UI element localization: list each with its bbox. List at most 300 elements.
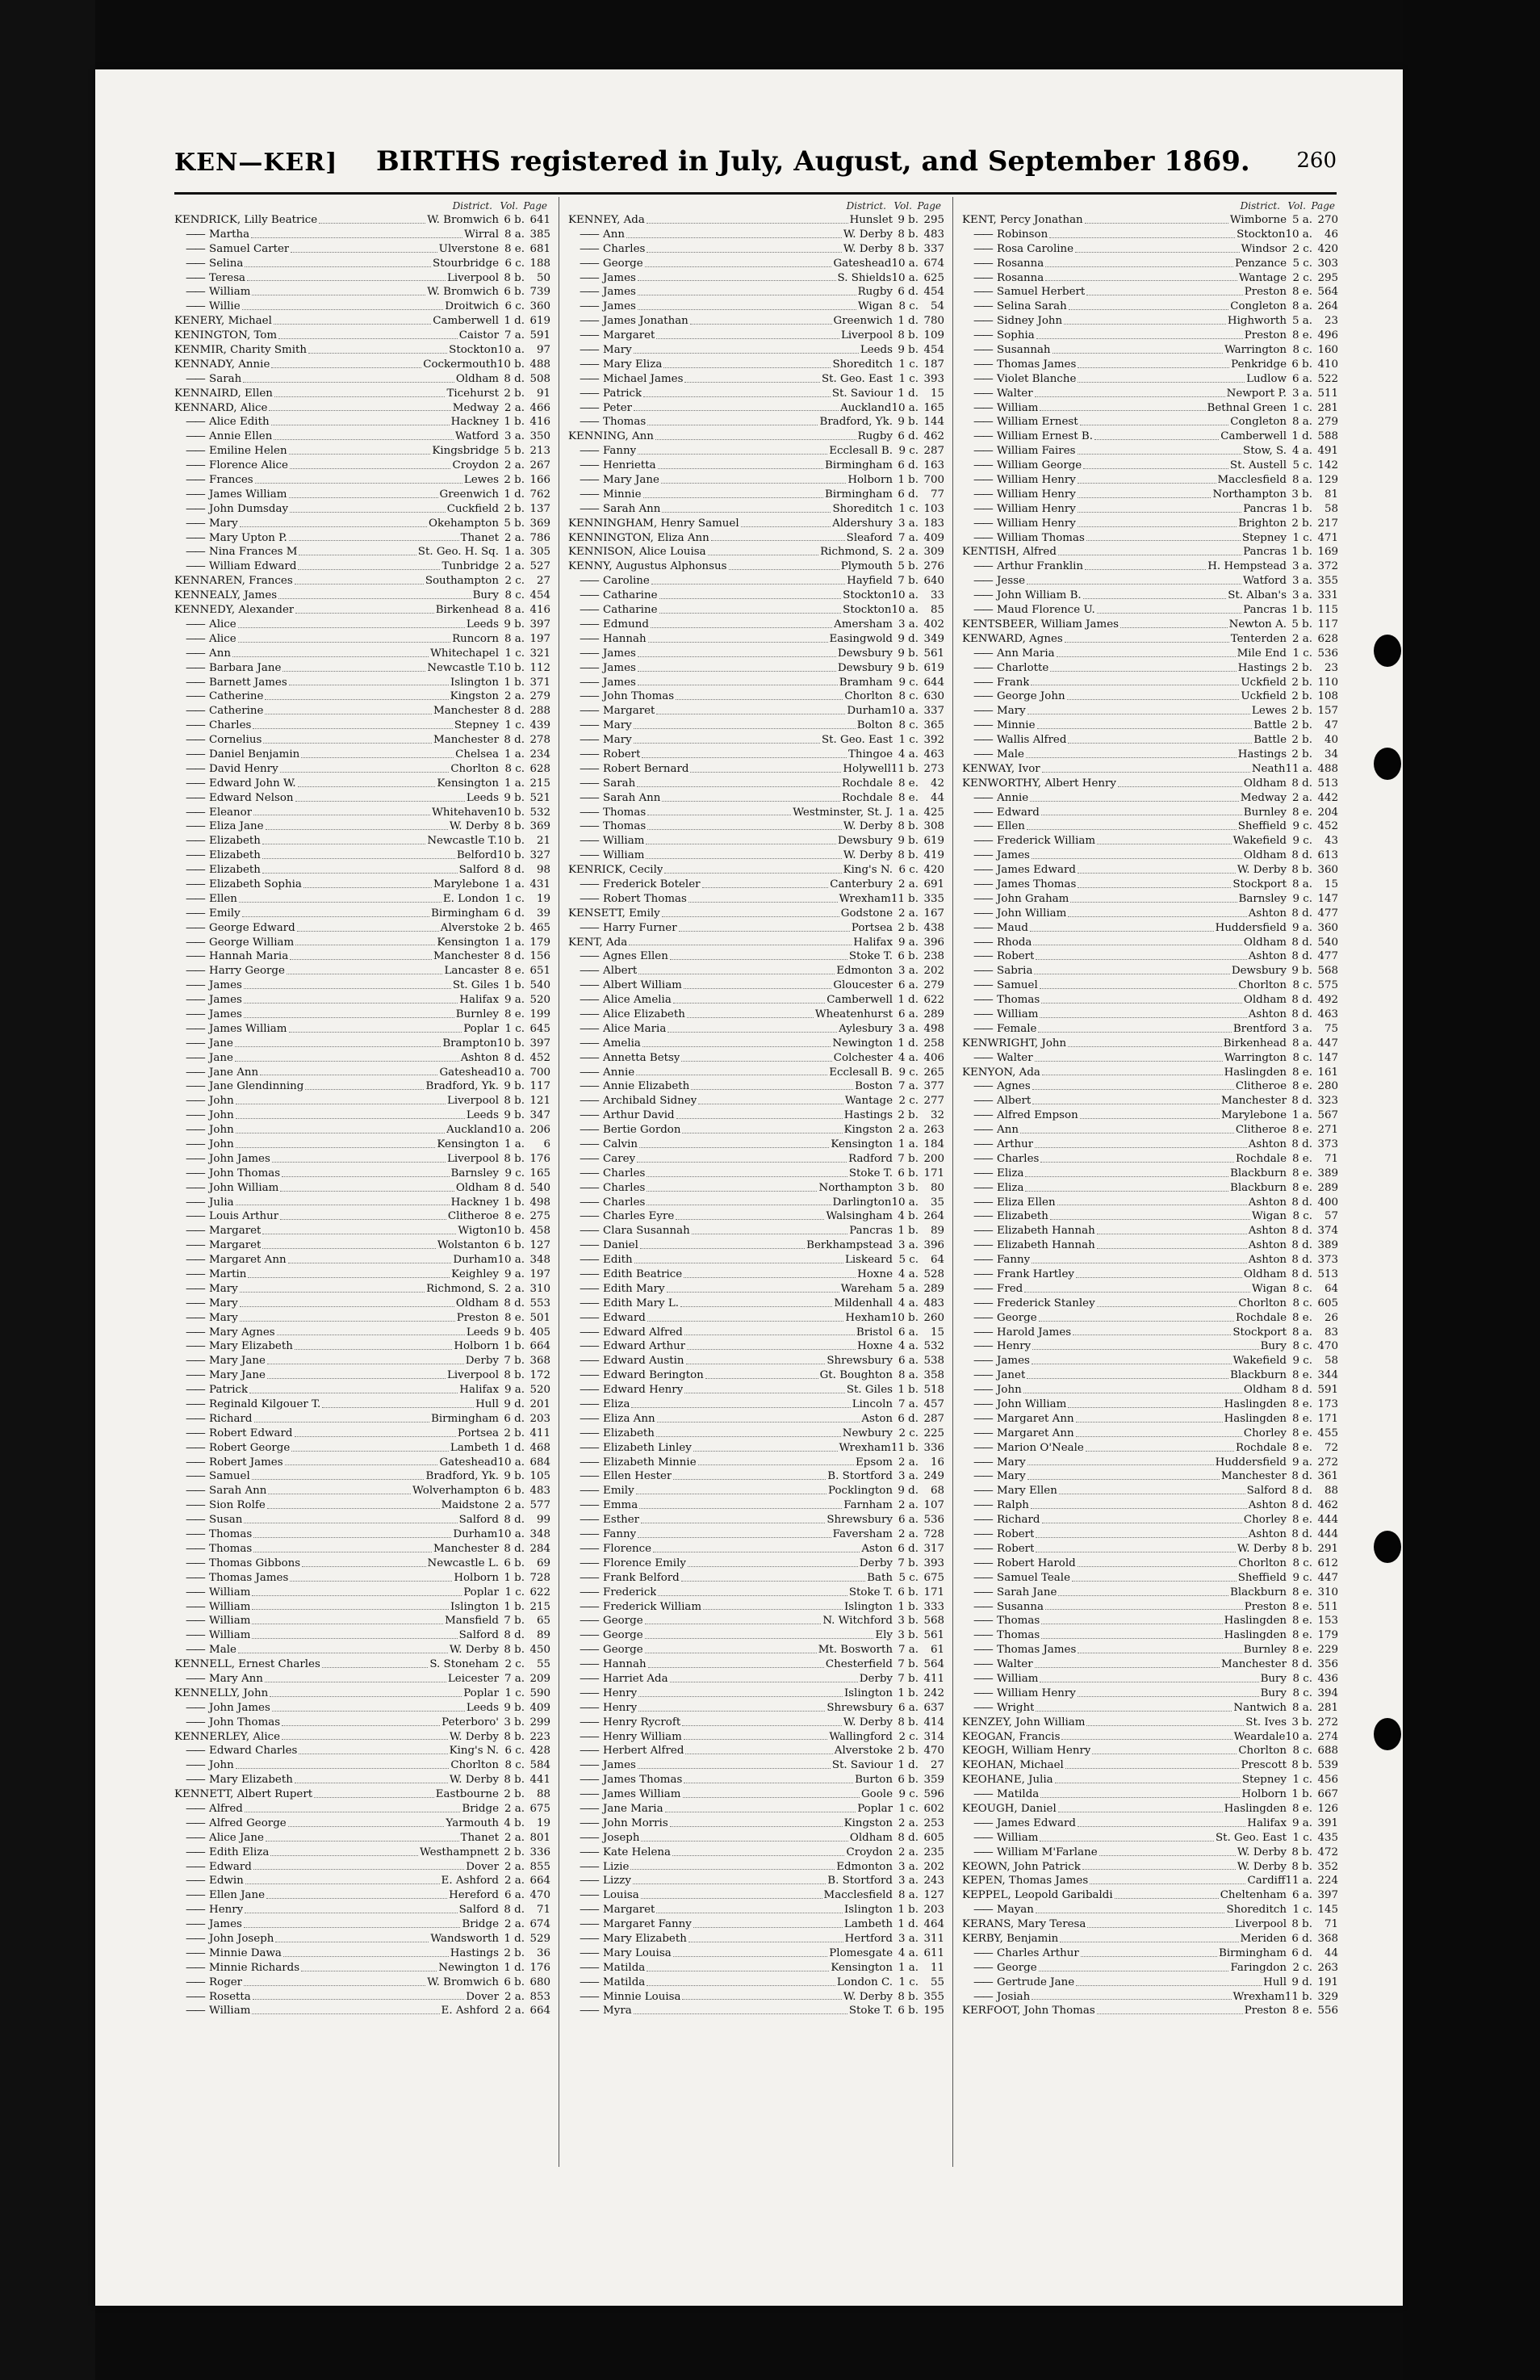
leader-dots	[698, 1456, 854, 1466]
leader-dots	[1060, 1932, 1238, 1942]
entry-name: —— Wallis Alfred	[962, 733, 1066, 748]
leader-dots	[275, 1932, 429, 1942]
entry-volume: 1 c.	[898, 734, 919, 747]
entry-district: Birmingham	[430, 907, 499, 920]
entry-page: 19	[536, 892, 550, 905]
entry-page: 373	[1317, 1254, 1338, 1267]
entry-page: 498	[923, 1022, 944, 1035]
register-entry	[962, 1527, 1338, 1542]
leader-dots	[252, 1628, 457, 1639]
entry-district: Hoxne	[857, 1340, 893, 1353]
register-entry	[568, 1469, 944, 1484]
entry-district: Stepney	[1241, 531, 1287, 544]
entry-volume: 2 a.	[898, 546, 919, 559]
register-entry	[568, 834, 944, 849]
register-entry	[962, 1498, 1338, 1513]
entry-district: Lewes	[463, 474, 499, 487]
register-entry	[568, 1079, 944, 1094]
entry-volume: 8 d.	[504, 1542, 525, 1555]
entry-volume: 2 a.	[898, 878, 919, 890]
leader-dots	[1078, 473, 1216, 484]
entry-district: Manchester	[1221, 1095, 1287, 1108]
entry-page: 284	[529, 1542, 550, 1555]
register-entry	[962, 1816, 1338, 1831]
entry-name: —— Herbert Alfred	[568, 1744, 684, 1758]
entry-name: —— Henry Rycroft	[568, 1716, 680, 1730]
entry-page: 439	[529, 719, 550, 732]
entry-district: Cuckfield	[446, 502, 499, 515]
entry-district: Kingston	[843, 1124, 893, 1137]
entry-name: —— Edward Alfred	[568, 1326, 683, 1340]
entry-page: 281	[1317, 1701, 1338, 1714]
entry-district: Wareham	[840, 1282, 893, 1295]
leader-dots	[1038, 1022, 1231, 1033]
entry-district: Salford	[458, 864, 499, 877]
leader-dots	[236, 1123, 445, 1133]
entry-page: 397	[529, 1037, 550, 1050]
register-entry	[174, 1628, 550, 1643]
entry-volume: 8 b.	[1291, 1846, 1312, 1858]
leader-dots	[295, 1427, 456, 1437]
register-entry	[174, 2004, 550, 2018]
register-entry	[568, 1860, 944, 1875]
leader-dots	[1120, 618, 1228, 628]
register-entry	[568, 574, 944, 589]
entry-volume: 6 b.	[898, 2005, 919, 2018]
entry-page: 277	[923, 1095, 944, 1108]
register-entry	[962, 1079, 1338, 1094]
entry-page: 739	[529, 286, 550, 299]
leader-dots	[280, 1181, 454, 1192]
entry-name: —— Sophia	[962, 329, 1035, 343]
entry-district: W. Derby	[449, 820, 499, 833]
entry-page: 80	[930, 1181, 944, 1194]
entry-page: 567	[1317, 1109, 1338, 1122]
register-entry	[568, 806, 944, 820]
leader-dots	[703, 1600, 843, 1611]
register-entry	[568, 1990, 944, 2005]
register-entry	[962, 1123, 1338, 1138]
entry-name: —— William	[174, 2004, 250, 2018]
entry-page: 308	[923, 820, 944, 833]
register-entry	[174, 1643, 550, 1657]
entry-name: —— Willie	[174, 300, 241, 314]
entry-page: 204	[1317, 806, 1338, 819]
leader-dots	[1078, 517, 1237, 527]
entry-page: 43	[1324, 835, 1338, 848]
entry-page: 215	[529, 777, 550, 790]
leader-dots	[682, 1123, 842, 1133]
entry-page: 209	[529, 1672, 550, 1685]
entry-name: —— James	[568, 271, 636, 286]
entry-page: 405	[529, 1326, 550, 1339]
entry-volume: 9 c.	[898, 1066, 919, 1079]
entry-name: KERBY, Benjamin	[962, 1932, 1059, 1945]
entry-page: 501	[529, 1311, 550, 1324]
entry-district: Ulverstone	[438, 242, 499, 255]
register-entry	[174, 618, 550, 632]
entry-page: 568	[1317, 965, 1338, 978]
leader-dots	[282, 1716, 440, 1726]
entry-page: 556	[1317, 2005, 1338, 2018]
register-entry	[962, 819, 1338, 834]
entry-district: Dewsbury	[1231, 965, 1287, 978]
entry-district: Mile End	[1237, 647, 1287, 660]
entry-name: —— Eliza	[568, 1397, 630, 1412]
entry-name: KERFOOT, John Thomas	[962, 2005, 1095, 2018]
entry-volume: 2 b.	[898, 1109, 919, 1122]
entry-page: 147	[1317, 1051, 1338, 1064]
entry-page: 416	[529, 416, 550, 429]
entry-name: —— Alice Elizabeth	[568, 1008, 685, 1022]
entry-name: —— Catharine	[568, 603, 658, 618]
entry-district: Hull	[1263, 1976, 1287, 1988]
entry-name: —— Violet Blanche	[962, 372, 1076, 387]
entry-volume: 5 a.	[1291, 214, 1312, 226]
entry-name: —— John James	[174, 1701, 270, 1716]
entry-district: W. Derby	[843, 849, 893, 862]
entry-district: Oldham	[1243, 1384, 1287, 1397]
entry-page: 169	[1317, 546, 1338, 559]
register-entry	[174, 1571, 550, 1586]
entry-district: Oldham	[455, 372, 499, 385]
leader-dots	[647, 1976, 835, 1986]
register-entry	[174, 459, 550, 473]
leader-dots	[658, 459, 823, 469]
entry-volume: 1 a.	[504, 546, 525, 559]
entry-district: Stoke T.	[848, 950, 893, 963]
entry-page: 684	[529, 1456, 550, 1469]
entry-page: 85	[930, 604, 944, 617]
entry-volume: 9 d.	[898, 1485, 919, 1498]
leader-dots	[684, 1773, 853, 1783]
leader-dots	[240, 1282, 425, 1293]
entry-name: —— John Thomas	[568, 689, 674, 704]
entry-name: —— Mary Jane	[174, 1354, 266, 1368]
entry-name: —— Mary	[174, 1297, 238, 1311]
register-entry	[962, 1326, 1338, 1340]
leader-dots	[1082, 1860, 1236, 1871]
entry-volume: 1 c.	[504, 647, 525, 660]
entry-district: Newcastle L.	[427, 1557, 499, 1569]
entry-district: Wakefield	[1232, 835, 1287, 848]
entry-page: 622	[529, 1586, 550, 1599]
entry-page: 644	[923, 676, 944, 689]
entry-volume: 2 b.	[504, 921, 525, 934]
entry-name: —— Rosanna	[962, 257, 1044, 271]
entry-volume: 8 d.	[1291, 777, 1312, 790]
register-entry	[174, 488, 550, 502]
leader-dots	[1025, 1181, 1228, 1192]
entry-volume: 11 a.	[1285, 1875, 1312, 1888]
leader-dots	[297, 921, 439, 932]
leader-dots	[682, 1716, 842, 1726]
entry-district: Preston	[456, 1311, 499, 1324]
entry-district: Wimborne	[1229, 214, 1287, 226]
leader-dots	[1097, 1297, 1237, 1307]
register-entry	[568, 1368, 944, 1383]
entry-name: —— Emiline Helen	[174, 444, 287, 459]
leader-dots	[1042, 762, 1250, 773]
entry-page: 374	[1317, 1225, 1338, 1238]
register-entry	[174, 1513, 550, 1527]
entry-page: 272	[1317, 1716, 1338, 1728]
entry-name: —— Thomas	[962, 1628, 1040, 1643]
register-entry	[174, 1903, 550, 1917]
register-entry	[568, 1903, 944, 1917]
register-page	[95, 69, 1403, 2306]
entry-volume: 8 c.	[1292, 1687, 1312, 1699]
leader-dots	[693, 1917, 843, 1928]
entry-page: 176	[529, 1961, 550, 1974]
entry-district: Colchester	[833, 1051, 893, 1064]
entry-volume: 8 c.	[504, 1759, 525, 1772]
entry-name: —— John William	[962, 907, 1066, 921]
leader-dots	[1039, 1961, 1229, 1971]
entry-page: 126	[1317, 1802, 1338, 1815]
entry-page: 11	[930, 1961, 944, 1974]
register-entry	[962, 849, 1338, 863]
leader-dots	[1027, 704, 1250, 714]
leader-dots	[670, 1672, 858, 1682]
entry-name: —— Thomas James	[962, 358, 1076, 372]
entry-volume: 8 d.	[1291, 1095, 1312, 1108]
leader-dots	[308, 343, 447, 354]
entry-volume: 2 a.	[898, 1528, 919, 1541]
leader-dots	[645, 257, 832, 267]
entry-name: —— Selina Sarah	[962, 300, 1067, 314]
leader-dots	[629, 936, 852, 946]
entry-volume: 10 a.	[1285, 1730, 1312, 1743]
entry-page: 195	[923, 2005, 944, 2018]
register-entry	[568, 1051, 944, 1066]
leader-dots	[1037, 719, 1253, 729]
register-entry	[568, 1037, 944, 1051]
entry-name: —— James	[568, 1758, 636, 1773]
entry-page: 183	[923, 517, 944, 530]
register-entry	[568, 1138, 944, 1152]
leader-dots	[278, 329, 458, 339]
entry-district: W. Derby	[843, 228, 893, 241]
register-entry	[962, 488, 1338, 502]
entry-district: Stow, S.	[1243, 445, 1287, 458]
register-entry	[962, 647, 1338, 661]
register-entry	[962, 1037, 1338, 1051]
leader-dots	[1057, 1196, 1247, 1206]
entry-page: 532	[529, 806, 550, 819]
column-header	[568, 197, 944, 213]
entry-district: St. Geo. East	[821, 734, 893, 747]
register-entry	[568, 632, 944, 647]
entry-volume: 8 b.	[504, 271, 525, 284]
entry-volume: 2 c.	[1292, 271, 1312, 284]
entry-district: Watford	[455, 430, 499, 443]
leader-dots	[651, 574, 845, 585]
register-entry	[174, 1456, 550, 1470]
entry-name: —— Alice Amelia	[568, 993, 672, 1008]
entry-page: 58	[1324, 1355, 1338, 1368]
leader-dots	[1045, 257, 1233, 267]
register-entry	[962, 444, 1338, 459]
leader-dots	[295, 936, 435, 946]
entry-page: 588	[1317, 430, 1338, 443]
entry-district: Stourbridge	[433, 257, 499, 270]
register-entry	[962, 1051, 1338, 1066]
punch-hole	[1374, 635, 1401, 667]
entry-volume: 9 b.	[898, 344, 919, 357]
entry-volume: 10 a.	[497, 1456, 525, 1469]
entry-page: 263	[1317, 1961, 1338, 1974]
entry-page: 88	[1324, 1485, 1338, 1498]
entry-volume: 1 d.	[898, 1759, 919, 1772]
entry-volume: 8 b.	[898, 820, 919, 833]
entry-page: 411	[923, 1672, 944, 1685]
entry-district: W. Derby	[843, 1716, 893, 1728]
register-entry	[962, 358, 1338, 372]
entry-name: KENMIR, Charity Smith	[174, 344, 307, 357]
register-entry	[962, 1701, 1338, 1716]
entry-volume: 2 a.	[504, 1990, 525, 2003]
register-entry	[962, 1311, 1338, 1326]
entry-name: KEPPEL, Leopold Garibaldi	[962, 1889, 1113, 1902]
leader-dots	[1073, 1326, 1231, 1336]
entry-district: Darlington	[832, 1196, 892, 1209]
entry-district: E. London	[442, 892, 499, 905]
entry-district: Hastings	[843, 1109, 893, 1122]
entry-name: —— William	[174, 285, 250, 300]
register-entry	[174, 372, 550, 387]
leader-dots	[235, 1037, 441, 1047]
entry-page: 575	[1317, 979, 1338, 992]
register-entry	[568, 1456, 944, 1470]
entry-district: Brentford	[1232, 1022, 1287, 1035]
entry-volume: 3 a.	[898, 1470, 919, 1483]
entry-page: 303	[1317, 257, 1338, 270]
entry-page: 165	[529, 1167, 550, 1180]
leader-dots	[679, 921, 850, 932]
entry-volume: 4 a.	[898, 748, 919, 761]
entry-district: Blackburn	[1230, 1167, 1287, 1180]
entry-name: —— Sion Rolfe	[174, 1498, 266, 1513]
entry-district: Cardiff	[1247, 1875, 1286, 1888]
entry-district: Farnham	[843, 1499, 893, 1512]
entry-volume: 8 d.	[1291, 1254, 1312, 1267]
entry-name: —— Charles	[568, 1167, 645, 1181]
entry-volume: 8 c.	[1292, 344, 1312, 357]
register-entry	[568, 819, 944, 834]
register-entry	[962, 1339, 1338, 1354]
entry-name: —— Jane	[174, 1037, 233, 1051]
entry-volume: 8 c.	[1292, 979, 1312, 992]
entry-volume: 10 a.	[1285, 228, 1312, 241]
entry-district: Kensington	[831, 1961, 893, 1974]
entry-name: —— William	[962, 1672, 1038, 1687]
entry-name: —— Minnie Dawa	[174, 1946, 282, 1961]
register-entry	[962, 1209, 1338, 1224]
register-entry	[568, 271, 944, 286]
entry-volume: 2 a.	[504, 560, 525, 573]
leader-dots	[676, 689, 843, 700]
entry-volume: 8 b.	[898, 849, 919, 862]
register-entry	[568, 1498, 944, 1513]
entry-district: Ely	[875, 1629, 893, 1642]
entry-volume: 2 c.	[504, 1658, 525, 1671]
entry-district: Ashton	[1248, 1225, 1287, 1238]
entry-name: —— Martha	[174, 228, 249, 242]
entry-name: —— Josiah	[962, 1990, 1030, 2005]
entry-district: Weardale	[1233, 1730, 1286, 1743]
entry-page: 521	[529, 791, 550, 804]
entry-page: 458	[529, 1225, 550, 1238]
leader-dots	[643, 488, 823, 498]
entry-district: Faringdon	[1230, 1961, 1287, 1974]
entry-page: 355	[1317, 575, 1338, 588]
leader-dots	[647, 1167, 847, 1177]
entry-volume: 2 b.	[504, 387, 525, 400]
entry-district: Camberwell	[826, 994, 893, 1007]
register-entry	[174, 1614, 550, 1628]
entry-name: —— Samuel Herbert	[962, 285, 1085, 300]
leader-dots	[289, 531, 459, 542]
register-entry	[568, 1484, 944, 1498]
entry-district: Macclesfield	[823, 1889, 893, 1902]
entry-district: Stockton	[843, 604, 892, 617]
register-entry	[568, 517, 944, 531]
entry-volume: 2 c.	[1292, 1961, 1312, 1974]
register-entry	[962, 429, 1338, 444]
register-entry	[568, 1326, 944, 1340]
entry-district: Birmingham	[824, 488, 893, 501]
leader-dots	[1034, 964, 1229, 974]
entry-page: 477	[1317, 907, 1338, 920]
entry-name: —— Emma	[568, 1498, 638, 1513]
entry-district: Wolverhampton	[412, 1485, 499, 1498]
entry-page: 350	[529, 430, 550, 443]
entry-volume: 1 b.	[898, 1687, 919, 1699]
entry-page: 728	[923, 1528, 944, 1541]
column-header-page: Page	[1311, 200, 1335, 212]
entry-volume: 11 b.	[890, 1441, 919, 1454]
leader-dots	[684, 372, 819, 383]
entry-district: Gateshead	[833, 257, 892, 270]
entry-page: 355	[923, 1990, 944, 2003]
leader-dots	[711, 531, 845, 542]
entry-volume: 10 a.	[891, 705, 919, 718]
entry-district: Holborn	[454, 1571, 499, 1584]
entry-district: Oldham	[1243, 849, 1287, 862]
register-entry	[174, 719, 550, 733]
entry-page: 289	[923, 1282, 944, 1295]
leader-dots	[676, 1108, 843, 1119]
register-entry	[174, 733, 550, 748]
entry-page: 628	[1317, 632, 1338, 645]
leader-dots	[262, 1224, 456, 1234]
leader-dots	[638, 444, 827, 455]
entry-name: —— Sarah Ann	[174, 1484, 266, 1498]
register-entry	[174, 1860, 550, 1875]
entry-volume: 1 d.	[898, 315, 919, 328]
leader-dots	[705, 1368, 818, 1379]
leader-dots	[303, 878, 432, 888]
entry-page: 393	[923, 372, 944, 385]
entry-name: —— Eliza	[962, 1181, 1023, 1196]
register-entry	[174, 213, 550, 228]
entry-volume: 9 c.	[504, 1167, 525, 1180]
entry-page: 630	[923, 690, 944, 703]
register-entry	[174, 892, 550, 907]
entry-volume: 8 b.	[504, 1774, 525, 1787]
leader-dots	[634, 719, 856, 729]
